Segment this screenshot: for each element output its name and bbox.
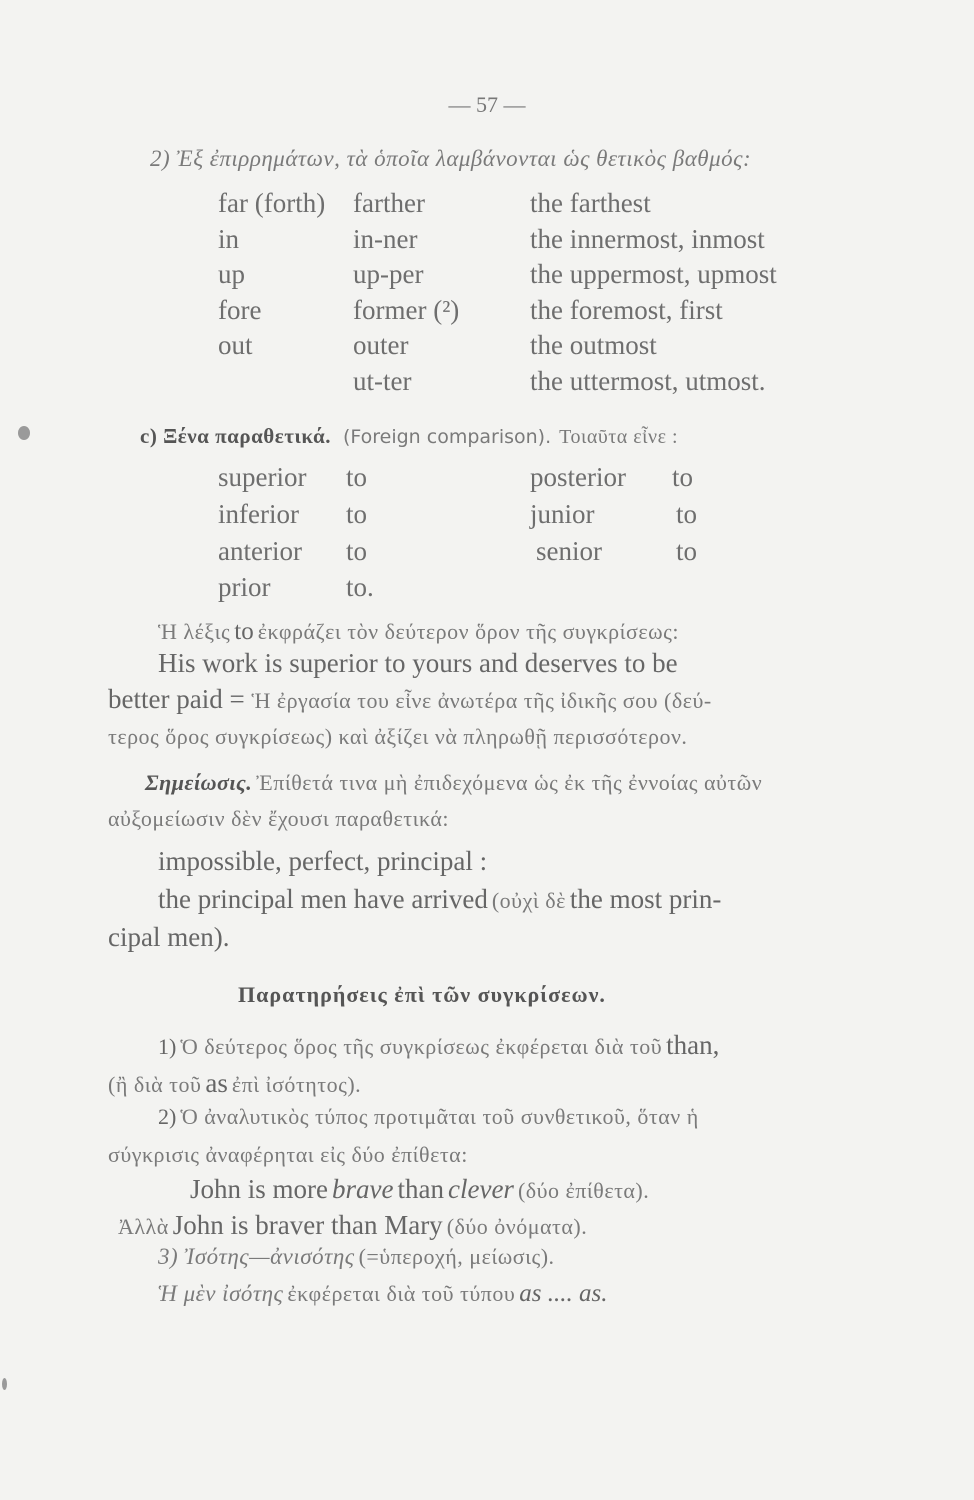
section-c-label: c) Ξένα παραθετικά.: [140, 424, 331, 448]
such-are-label: Τοιαῦτα εἶνε :: [559, 426, 679, 448]
adverb-comparative: former (²): [353, 295, 460, 325]
example-line: cipal men).: [108, 922, 230, 952]
example-text: the principal men have arrived: [158, 884, 488, 914]
adverb-comparative: ut-ter: [353, 366, 412, 396]
example-text: than: [397, 1174, 444, 1204]
observation-heading: 3) Ἰσότης—ἀνισότης: [158, 1244, 355, 1269]
foreign-word: posterior: [530, 462, 626, 492]
adverb-superlative: the farthest: [530, 188, 651, 218]
example-greek: Ἀλλὰ: [118, 1214, 169, 1239]
observation-2: [158, 1104, 699, 1130]
adverb-superlative: the uttermost, utmost.: [530, 366, 766, 396]
ink-blot: [2, 1378, 7, 1390]
foreign-prep: to: [672, 462, 694, 492]
observation-text: ἐκφέρεται διὰ τοῦ τύπου: [287, 1281, 516, 1306]
note-text: Ἐπίθετά τινα μὴ ἐπιδεχόμενα ὡς ἐκ τῆς ἐννοίας αὐτῶν: [256, 770, 763, 795]
adverb-positive: far (forth): [218, 188, 326, 218]
adverb-positive: fore: [218, 295, 262, 325]
observation-word: as: [205, 1068, 228, 1098]
observation-3-cont: [158, 1280, 607, 1308]
adverb-positive: up: [218, 259, 245, 289]
foreign-prep: to: [346, 499, 368, 529]
observation-word: than,: [666, 1030, 720, 1060]
observation-text: (=ὑπεροχή, μείωσις).: [358, 1244, 555, 1269]
note-paragraph: [145, 770, 762, 796]
example-line: His work is superior to yours and deserves to be: [158, 648, 678, 678]
adverb-superlative: the innermost, inmost: [530, 224, 765, 254]
example-greek: (δύο ὀνόματα).: [446, 1214, 588, 1239]
adverb-comparative: farther: [353, 188, 425, 218]
observation-text: Ὁ ἀναλυτικὸς τύπος προτιμᾶται τοῦ συνθετικοῦ, ὅταν ἡ: [180, 1104, 699, 1129]
adverb-comparative: up-per: [353, 259, 424, 289]
adverb-comparative: in-ner: [353, 224, 418, 254]
foreign-comparison-label: (Foreign comparison).: [342, 426, 552, 448]
adverb-positive: out: [218, 330, 253, 360]
ink-blot: [18, 426, 30, 440]
example-translation: Ἡ ἐργασία του εἶνε ἀνωτέρα τῆς ἰδικῆς σου (δεύ-: [251, 688, 712, 713]
example-text: John is braver than Mary: [172, 1210, 443, 1240]
foreign-word: prior: [218, 572, 271, 602]
example-line: [158, 884, 721, 915]
foreign-prep: to: [676, 536, 698, 566]
example-text: John is more: [190, 1174, 328, 1204]
foreign-word: anterior: [218, 536, 302, 566]
section-heading-adverbs: 2) Ἐξ ἐπιρρημάτων, τὰ ὁποῖα λαμβάνονται ὡς θετικὸς βαθμός:: [150, 146, 752, 171]
example-greek: (οὐχὶ δὲ: [491, 888, 566, 913]
foreign-word: junior: [530, 499, 595, 529]
observation-2-example: [190, 1174, 649, 1205]
example-translation-line: τερος ὅρος συγκρίσεως) καὶ ἀξίζει νὰ πληρωθῇ περισσότερον.: [108, 724, 688, 749]
observation-2-example: [118, 1210, 587, 1241]
foreign-prep: to: [346, 462, 368, 492]
foreign-prep: to: [676, 499, 698, 529]
example-line: impossible, perfect, principal :: [158, 846, 488, 876]
foreign-prep: to.: [346, 572, 374, 602]
example-text: better paid =: [108, 684, 252, 714]
adverb-superlative: the foremost, first: [530, 295, 723, 325]
to-note-word: to: [234, 618, 254, 645]
foreign-word: senior: [536, 536, 602, 566]
observation-text: Ὁ δεύτερος ὅρος τῆς συγκρίσεως ἐκφέρεται διὰ τοῦ: [180, 1034, 663, 1059]
foreign-word: superior: [218, 462, 307, 492]
example-word: clever: [447, 1174, 514, 1204]
observation-number: 2): [158, 1104, 177, 1129]
example-word: brave: [332, 1174, 394, 1204]
adverb-comparative: outer: [353, 330, 409, 360]
section-heading-foreign: [140, 424, 678, 449]
observation-text: (ἢ διὰ τοῦ: [108, 1072, 202, 1097]
page-number: — 57 —: [448, 92, 526, 117]
note-text-line: αὐξομείωσιν δὲν ἔχουσι παραθετικά:: [108, 806, 450, 831]
observation-word: as .... as.: [519, 1280, 608, 1307]
observation-number: 1): [158, 1034, 177, 1059]
adverb-superlative: the outmost: [530, 330, 657, 360]
observation-text: ἐπὶ ἰσότητος).: [231, 1072, 362, 1097]
adverb-superlative: the uppermost, upmost: [530, 259, 777, 289]
to-note-text: ἐκφράζει τὸν δεύτερον ὅρον τῆς συγκρίσεως:: [257, 619, 679, 644]
adverb-positive: in: [218, 224, 240, 254]
observation-1: [158, 1030, 719, 1061]
observation-text: Ἡ μὲν ἰσότης: [158, 1281, 284, 1306]
example-text: the most prin-: [569, 884, 722, 914]
observation-3: [158, 1244, 555, 1270]
foreign-word: inferior: [218, 499, 299, 529]
foreign-prep: to: [346, 536, 368, 566]
observation-1-cont: [108, 1068, 361, 1099]
example-line: [108, 684, 712, 715]
to-note: [158, 618, 679, 646]
to-note-text: Ἡ λέξις: [158, 619, 231, 644]
note-label: Σημείωσις.: [145, 770, 253, 795]
observations-heading: Παρατηρήσεις ἐπὶ τῶν συγκρίσεων.: [238, 982, 606, 1007]
example-greek: (δύο ἐπίθετα).: [517, 1178, 650, 1203]
observation-2-cont: σύγκρισις ἀναφέρηται εἰς δύο ἐπίθετα:: [108, 1142, 468, 1167]
